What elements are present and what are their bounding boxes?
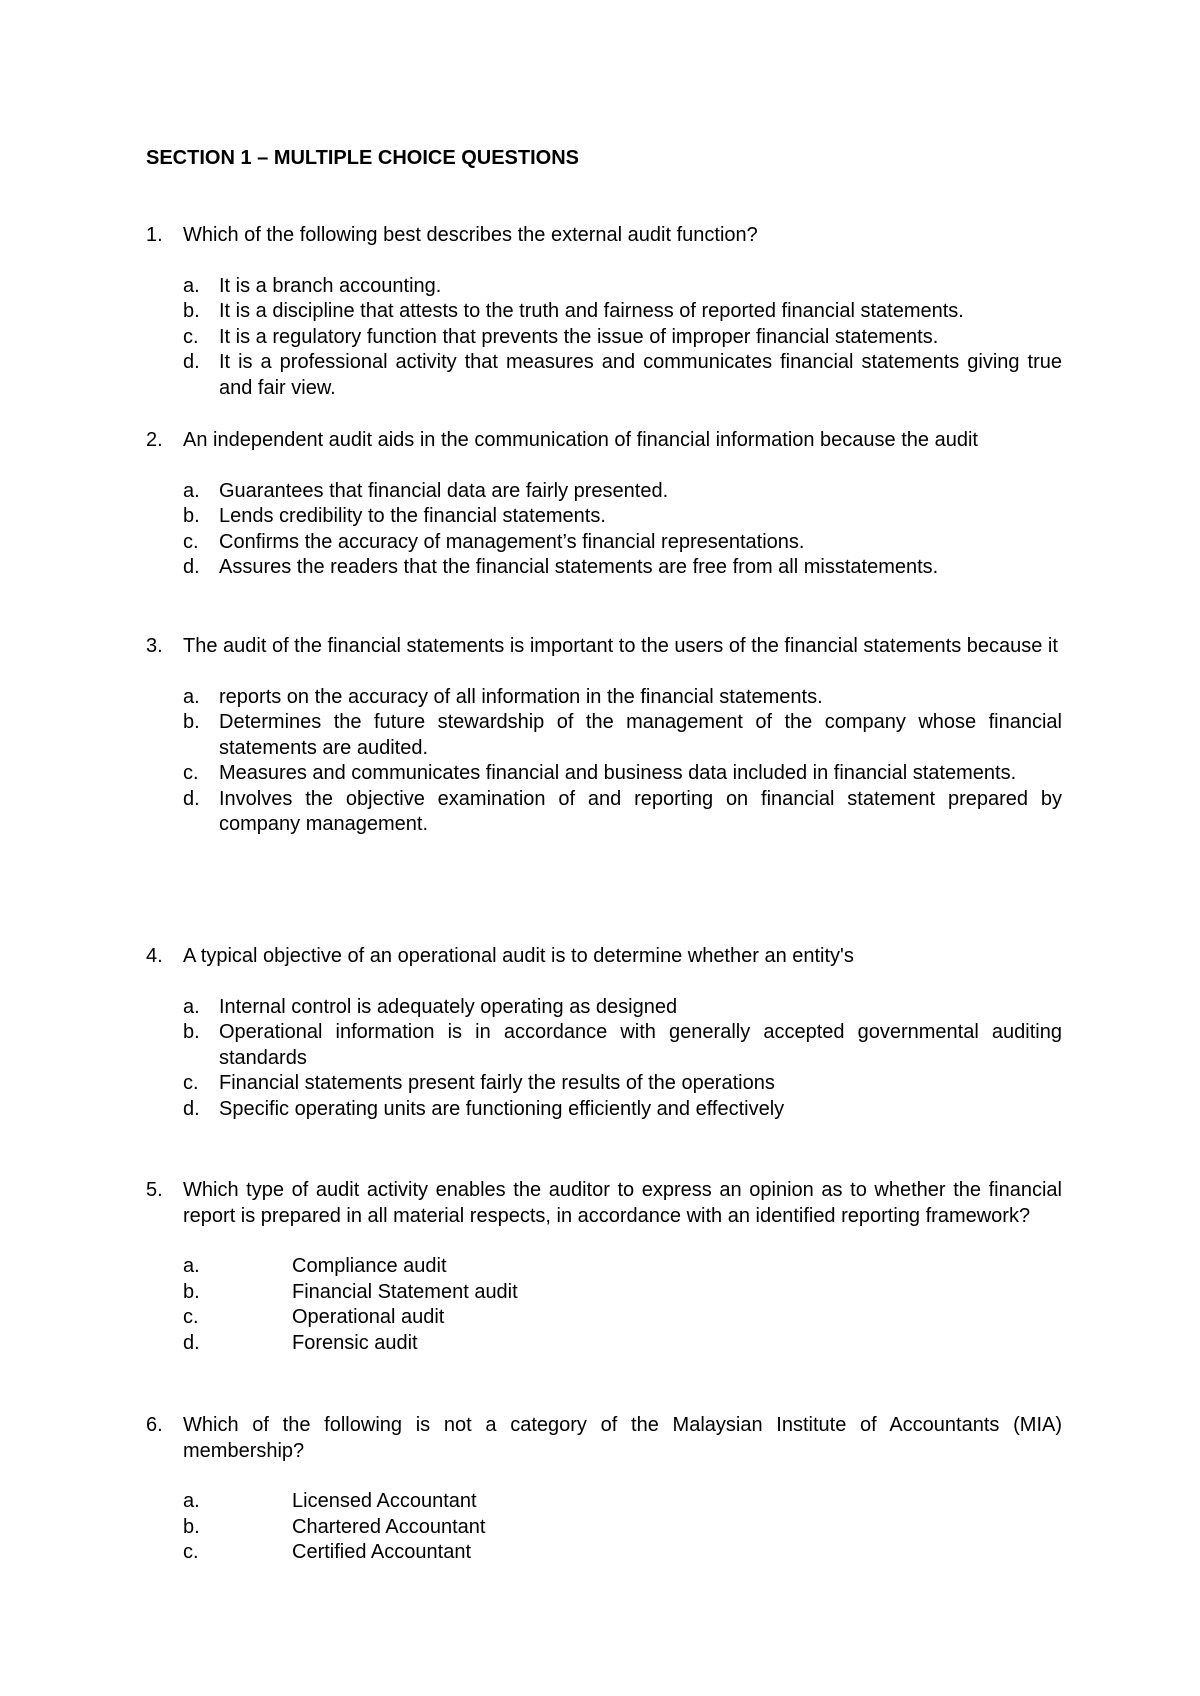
option-text: Operational audit xyxy=(292,1306,445,1328)
option-letter: b. xyxy=(183,1021,200,1043)
question-number: 6. xyxy=(146,1414,163,1436)
section-title: SECTION 1 – MULTIPLE CHOICE QUESTIONS xyxy=(146,147,580,169)
option-text: It is a branch accounting. xyxy=(219,274,442,297)
question-text: An independent audit aids in the communication of financial information because the audit xyxy=(183,429,978,451)
question-row xyxy=(146,223,1062,249)
option-letter: d. xyxy=(183,351,200,373)
question-text: The audit of the financial statements is important to the users of the financial statements because it xyxy=(183,635,1058,657)
option-letter: b. xyxy=(183,711,200,733)
option-letter: a. xyxy=(183,1255,200,1277)
option-text: Compliance audit xyxy=(292,1255,447,1277)
option-letter: a. xyxy=(183,274,200,297)
option-letter: b. xyxy=(183,1280,200,1303)
option-letter: d. xyxy=(183,1097,200,1120)
question-5 xyxy=(146,1178,1062,1356)
question-6 xyxy=(146,1413,1062,1566)
answer-options xyxy=(146,274,1062,402)
question-text: A typical objective of an operational audit is to determine whether an entity's xyxy=(183,945,854,967)
option-letter: c. xyxy=(183,762,199,784)
option-letter: c. xyxy=(183,325,199,348)
answer-option-d xyxy=(183,1331,1062,1357)
answer-option-b xyxy=(183,299,1062,325)
question-row xyxy=(146,1413,1062,1464)
answer-option-a xyxy=(183,1254,1062,1280)
option-letter: c. xyxy=(183,1072,199,1094)
question-row xyxy=(146,944,1062,970)
question-row xyxy=(146,428,1062,454)
question-number: 5. xyxy=(146,1179,163,1201)
option-letter: d. xyxy=(183,787,200,810)
answer-options xyxy=(146,685,1062,838)
answer-option-b xyxy=(183,1515,1062,1541)
option-letter: c. xyxy=(183,1306,199,1328)
answer-option-a xyxy=(183,995,1062,1021)
option-text: Chartered Accountant xyxy=(292,1515,486,1538)
option-text: Certified Accountant xyxy=(292,1541,471,1563)
option-letter: b. xyxy=(183,1515,200,1538)
question-2 xyxy=(146,428,1062,581)
question-4 xyxy=(146,944,1062,1122)
question-number: 3. xyxy=(146,635,163,657)
question-number: 2. xyxy=(146,429,163,451)
option-text: Determines the future stewardship of the management of the company whose financial statements are audited. xyxy=(219,711,1062,759)
option-text: Financial statements present fairly the results of the operations xyxy=(219,1072,775,1094)
option-text: It is a regulatory function that prevents the issue of improper financial statements. xyxy=(219,325,939,348)
option-letter: d. xyxy=(183,1331,200,1354)
answer-option-b xyxy=(183,1280,1062,1306)
answer-option-d xyxy=(183,787,1062,838)
answer-option-b xyxy=(183,504,1062,530)
question-1 xyxy=(146,223,1062,401)
option-text: Assures the readers that the financial statements are free from all misstatements. xyxy=(219,556,939,578)
option-text: Specific operating units are functioning efficiently and effectively xyxy=(219,1097,785,1120)
answer-option-c xyxy=(183,1305,1062,1331)
option-text: It is a professional activity that measures and communicates financial statements giving true and fair view. xyxy=(219,351,1062,399)
answer-option-a xyxy=(183,685,1062,711)
option-text: Measures and communicates financial and business data included in financial statements. xyxy=(219,762,1017,784)
option-letter: b. xyxy=(183,300,200,322)
option-text: Operational information is in accordance with generally accepted governmental auditing standards xyxy=(219,1021,1062,1069)
option-letter: d. xyxy=(183,556,200,578)
answer-option-b xyxy=(183,710,1062,761)
option-letter: c. xyxy=(183,530,199,553)
question-row xyxy=(146,1178,1062,1229)
answer-options xyxy=(146,1254,1062,1356)
option-letter: a. xyxy=(183,995,200,1018)
answer-option-a xyxy=(183,479,1062,505)
option-text: reports on the accuracy of all information in the financial statements. xyxy=(219,685,823,708)
answer-option-b xyxy=(183,1020,1062,1071)
option-text: Lends credibility to the financial statements. xyxy=(219,505,606,527)
option-text: Internal control is adequately operating as designed xyxy=(219,995,678,1018)
question-number: 1. xyxy=(146,224,163,246)
option-letter: a. xyxy=(183,685,200,708)
option-text: Licensed Accountant xyxy=(292,1490,477,1512)
answer-option-c xyxy=(183,1071,1062,1097)
answer-option-d xyxy=(183,555,1062,581)
option-text: Financial Statement audit xyxy=(292,1280,518,1303)
option-text: Confirms the accuracy of management’s financial representations. xyxy=(219,530,805,553)
answer-options xyxy=(146,1489,1062,1566)
option-text: Forensic audit xyxy=(292,1331,418,1354)
option-letter: c. xyxy=(183,1541,199,1563)
question-text: Which of the following best describes the external audit function? xyxy=(183,224,758,246)
answer-option-d xyxy=(183,350,1062,401)
question-3 xyxy=(146,634,1062,838)
answer-option-a xyxy=(183,1489,1062,1515)
option-letter: b. xyxy=(183,505,200,527)
answer-option-a xyxy=(183,274,1062,300)
answer-option-c xyxy=(183,1540,1062,1566)
answer-option-d xyxy=(183,1097,1062,1123)
answer-option-c xyxy=(183,325,1062,351)
option-text: Guarantees that financial data are fairly presented. xyxy=(219,479,669,502)
answer-options xyxy=(146,995,1062,1123)
option-text: It is a discipline that attests to the truth and fairness of reported financial statements. xyxy=(219,300,964,322)
option-text: Involves the objective examination of and reporting on financial statement prepared by company management. xyxy=(219,787,1062,835)
answer-option-c xyxy=(183,530,1062,556)
answer-options xyxy=(146,479,1062,581)
question-text: Which of the following is not a category of the Malaysian Institute of Accountants (MIA) membership? xyxy=(183,1414,1062,1462)
option-letter: a. xyxy=(183,1490,200,1512)
option-letter: a. xyxy=(183,479,200,502)
question-text: Which type of audit activity enables the auditor to express an opinion as to whether the financial report is prepared in all material respects, in accordance with an identified reporting framework? xyxy=(183,1179,1062,1227)
answer-option-c xyxy=(183,761,1062,787)
question-number: 4. xyxy=(146,945,163,967)
question-row xyxy=(146,634,1062,660)
